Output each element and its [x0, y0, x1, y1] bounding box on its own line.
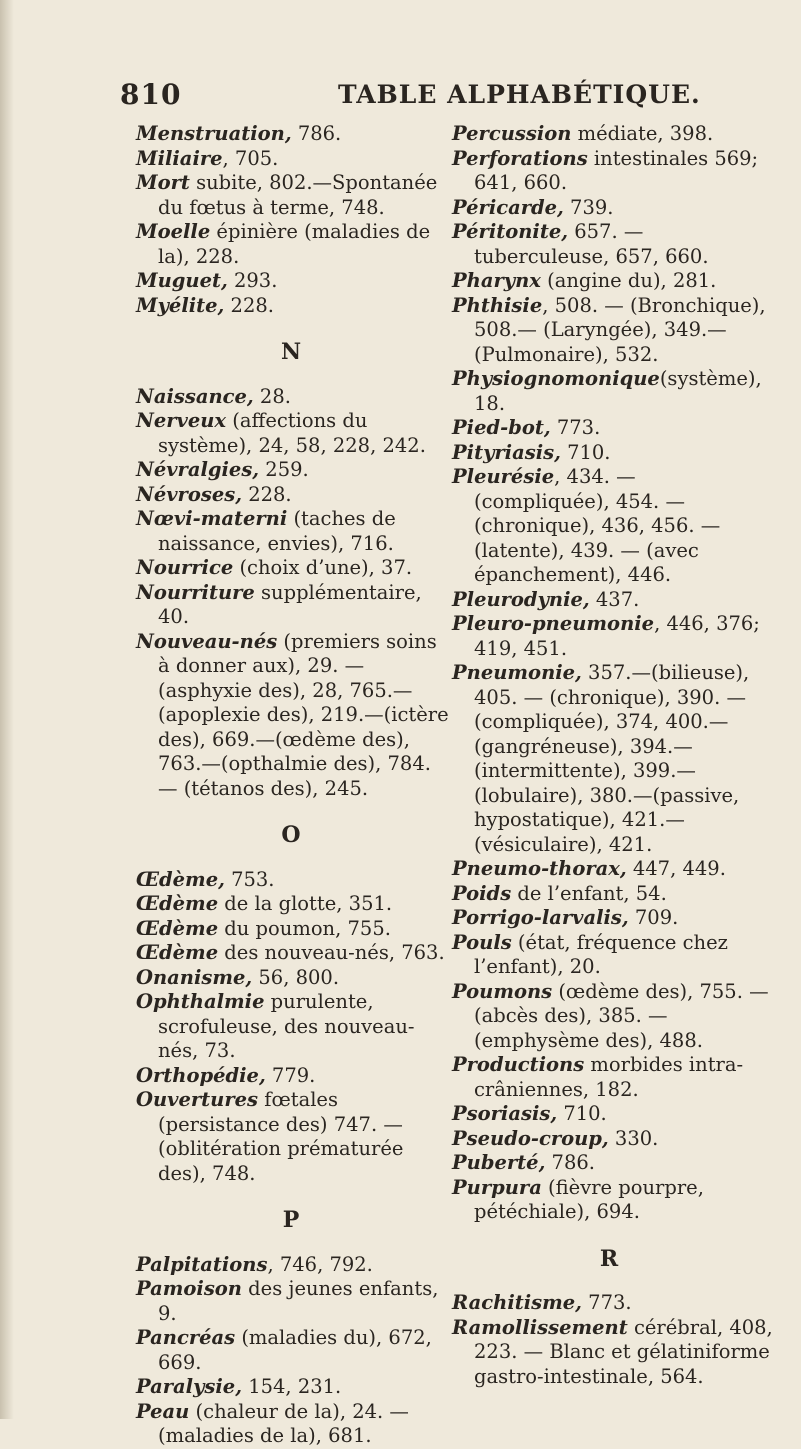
page-header	[120, 78, 761, 118]
entry-term: Rachitisme,	[452, 1291, 582, 1314]
entry-term: Nerveux	[136, 409, 227, 432]
entry-references: (système), 18.	[474, 367, 762, 415]
entry-term: Palpitations	[136, 1252, 268, 1276]
entry-references: (fièvre pourpre, pétéchiale), 694.	[474, 1175, 704, 1223]
entry-references: 154, 231.	[242, 1375, 342, 1398]
section-letter: N	[280, 339, 302, 365]
entry-references: 786.	[545, 1151, 595, 1174]
entry-term: Moelle	[136, 220, 211, 243]
index-entry	[452, 1316, 774, 1390]
index-entry	[136, 556, 454, 581]
entry-references: intestinales 569; 641, 660.	[474, 146, 759, 194]
entry-references: (affections du système), 24, 58, 228, 242.	[158, 409, 426, 457]
index-entry	[136, 147, 454, 172]
entry-term: Nourrice	[136, 556, 234, 579]
entry-references: (choix d’une), 37.	[233, 556, 413, 579]
index-entry	[136, 269, 454, 294]
index-entry	[452, 1151, 774, 1176]
entry-term: Onanisme,	[136, 965, 253, 989]
entry-references: (taches de naissance, envies), 716.	[158, 507, 396, 555]
entry-references: 447, 449.	[626, 857, 726, 880]
entry-references: de la glotte, 351.	[218, 892, 393, 915]
book-spine-shadow	[0, 0, 14, 1419]
entry-references: supplémentaire, 40.	[158, 580, 422, 628]
entry-references: 228.	[224, 293, 274, 317]
entry-references: (état, fréquence chez l’enfant), 20.	[474, 930, 728, 978]
index-entry	[452, 1102, 774, 1127]
index-entry	[452, 465, 774, 588]
entry-references: 357.—(bilieuse), 405. — (chronique), 390. — (compliquée), 374, 400.—(gangréneuse), 394.—(intermittente), 399.—(lobulaire), 380.—(passive, hypostatique), 421.—(vésiculaire), 421.	[474, 661, 750, 856]
index-entry	[452, 857, 774, 882]
entry-term: Ophthalmie	[136, 990, 265, 1013]
entry-references: (maladies du), 672, 669.	[158, 1326, 432, 1374]
index-entry	[136, 630, 454, 802]
entry-references: , 746, 792.	[267, 1252, 373, 1276]
entry-references: 753.	[224, 867, 275, 891]
entry-term: Psoriasis,	[452, 1102, 558, 1125]
entry-term: Pancréas	[136, 1326, 236, 1349]
entry-term: Poumons	[452, 979, 553, 1003]
entry-references: 437.	[589, 587, 640, 611]
index-entry	[136, 122, 454, 147]
index-entry	[452, 1127, 774, 1152]
entry-references: 330.	[608, 1126, 659, 1150]
entry-term: Menstruation,	[136, 122, 292, 145]
entry-term: Percussion	[452, 122, 572, 145]
index-entry	[452, 906, 774, 931]
entry-references: cérébral, 408, 223. — Blanc et gélatiniforme gastro-intestinale, 564.	[474, 1315, 773, 1388]
index-entry	[452, 122, 774, 147]
index-entry	[452, 1291, 774, 1316]
entry-references: (œdème des), 755. — (abcès des), 385. —(emphysème des), 488.	[474, 979, 769, 1052]
index-entry	[136, 917, 454, 942]
entry-references: (angine du), 281.	[540, 269, 717, 292]
index-entry	[136, 1088, 454, 1186]
entry-term: Orthopédie,	[136, 1063, 266, 1087]
entry-term: Pseudo-croup,	[452, 1126, 609, 1150]
index-entry	[452, 269, 774, 294]
entry-term: Péritonite,	[452, 220, 569, 243]
entry-references: purulente, scrofuleuse, des nouveau-nés, 73.	[158, 990, 415, 1062]
index-entry	[136, 1375, 454, 1400]
index-entry	[452, 196, 774, 221]
entry-references: fœtales (persistance des) 747. — (oblitération prématurée des), 748.	[158, 1088, 404, 1185]
entry-term: Péricarde,	[452, 195, 564, 219]
index-entry	[136, 1253, 454, 1278]
entry-term: Productions	[452, 1053, 585, 1076]
entry-references: 773.	[550, 416, 601, 439]
entry-references: , 434. — (compliquée), 454. — (chronique), 436, 456. — (latente), 439. — (avec épanchement), 446.	[474, 465, 721, 586]
entry-references: 710.	[557, 1102, 607, 1125]
index-entry	[136, 409, 454, 458]
section-letter: P	[282, 1207, 300, 1233]
entry-references: , 508. — (Bronchique), 508.— (Laryngée), 349.—(Pulmonaire), 532.	[474, 293, 766, 366]
entry-term: Poids	[452, 881, 512, 905]
index-entry	[136, 941, 454, 966]
entry-term: Œdème	[136, 941, 219, 964]
entry-term: Peau	[136, 1399, 190, 1423]
index-entry	[452, 147, 774, 196]
section-letter: O	[281, 822, 301, 848]
entry-term: Nœvi-materni	[136, 507, 288, 530]
entry-references: 28.	[253, 384, 291, 408]
entry-references: , 446, 376; 419, 451.	[474, 612, 760, 660]
entry-term: Pamoison	[136, 1277, 242, 1300]
entry-term: Œdème,	[136, 867, 225, 891]
index-entry	[452, 416, 774, 441]
index-entry	[136, 1064, 454, 1089]
index-entry	[136, 1326, 454, 1375]
entry-term: Myélite,	[136, 293, 225, 317]
entry-term: Puberté,	[452, 1151, 546, 1174]
index-entry	[136, 294, 454, 319]
entry-references: 710.	[560, 440, 611, 464]
entry-term: Pityriasis,	[452, 440, 561, 464]
entry-term: Pleuro-pneumonie	[452, 612, 655, 635]
entry-term: Muguet,	[136, 269, 228, 292]
entry-term: Miliaire	[136, 146, 223, 170]
index-entry	[452, 294, 774, 368]
entry-references: 786.	[291, 122, 342, 145]
entry-term: Purpura	[452, 1175, 542, 1199]
index-entry	[136, 1277, 454, 1326]
entry-term: Névroses,	[136, 482, 242, 506]
index-entry	[136, 385, 454, 410]
page-number: 810	[120, 78, 182, 111]
index-entry	[136, 990, 454, 1064]
entry-term: Perforations	[452, 146, 588, 170]
entry-references: 657. — tuberculeuse, 657, 660.	[474, 220, 709, 268]
entry-term: Porrigo-larvalis,	[452, 906, 629, 929]
entry-term: Pouls	[452, 930, 512, 954]
index-entry	[452, 441, 774, 466]
entry-term: Paralysie,	[136, 1375, 243, 1398]
entry-references: morbides intra-crâniennes, 182.	[474, 1053, 744, 1101]
entry-references: épinière (maladies de la), 228.	[158, 220, 431, 268]
entry-references: 293.	[227, 269, 278, 292]
section-letter: R	[599, 1245, 619, 1272]
entry-term: Pleurésie	[452, 465, 555, 488]
index-entry	[136, 220, 454, 269]
entry-references: de l’enfant, 54.	[511, 881, 667, 905]
index-entry	[136, 966, 454, 991]
entry-term: Phthisie	[452, 293, 543, 317]
index-entry	[136, 892, 454, 917]
entry-references: 709.	[628, 906, 679, 929]
index-entry	[136, 868, 454, 893]
entry-references: du poumon, 755.	[218, 916, 391, 940]
index-entry	[136, 483, 454, 508]
index-entry	[452, 1053, 774, 1102]
entry-references: 739.	[563, 195, 614, 219]
index-entry	[452, 612, 774, 661]
index-entry	[452, 980, 774, 1054]
index-entry	[452, 220, 774, 269]
entry-term: Pied-bot,	[452, 416, 551, 439]
index-entry	[136, 581, 454, 630]
entry-term: Névralgies,	[136, 458, 260, 481]
entry-term: Pharynx	[452, 269, 541, 292]
index-entry	[452, 367, 774, 416]
entry-references: 228.	[242, 482, 292, 506]
entry-references: des jeunes enfants, 9.	[158, 1277, 439, 1325]
entry-references: 779.	[265, 1063, 316, 1087]
index-entry	[136, 171, 454, 220]
entry-references: , 705.	[222, 146, 279, 170]
index-entry	[136, 1400, 454, 1449]
entry-term: Ramollissement	[452, 1315, 628, 1339]
index-column-right	[452, 122, 774, 1389]
entry-term: Pleurodynie,	[452, 587, 590, 611]
entry-references: 259.	[259, 458, 309, 481]
entry-term: Pneumo-thorax,	[452, 857, 627, 880]
entry-references: 773.	[581, 1291, 632, 1314]
index-entry	[136, 507, 454, 556]
entry-references: subite, 802.—Spontanée du fœtus à terme, 748.	[158, 171, 438, 219]
entry-references: des nouveau-nés, 763.	[218, 941, 445, 964]
entry-term: Ouvertures	[136, 1088, 259, 1111]
index-entry	[452, 588, 774, 613]
index-entry	[452, 1176, 774, 1225]
index-entry	[136, 458, 454, 483]
entry-term: Pneumonie,	[452, 661, 582, 684]
index-entry	[452, 931, 774, 980]
index-column-left	[136, 122, 454, 1449]
running-title: TABLE ALPHABÉTIQUE.	[338, 80, 701, 109]
entry-term: Naissance,	[136, 384, 254, 408]
entry-references: (chaleur de la), 24. — (maladies de la), 681.	[158, 1399, 409, 1447]
entry-term: Œdème	[136, 892, 219, 915]
entry-references: 56, 800.	[252, 965, 340, 989]
index-entry	[452, 661, 774, 857]
entry-references: (premiers soins à donner aux), 29. — (asphyxie des), 28, 765.—(apoplexie des), 219.—(ictère des), 669.—(œdème des), 763.—(opthalmie des), 784. — (tétanos des), 245.	[158, 629, 449, 800]
entry-term: Physiognomonique	[452, 367, 660, 390]
entry-term: Nourriture	[136, 580, 255, 604]
index-entry	[452, 882, 774, 907]
entry-references: médiate, 398.	[571, 122, 714, 145]
entry-term: Nouveau-nés	[136, 629, 278, 653]
entry-term: Mort	[136, 171, 190, 194]
entry-term: Œdème	[136, 916, 219, 940]
